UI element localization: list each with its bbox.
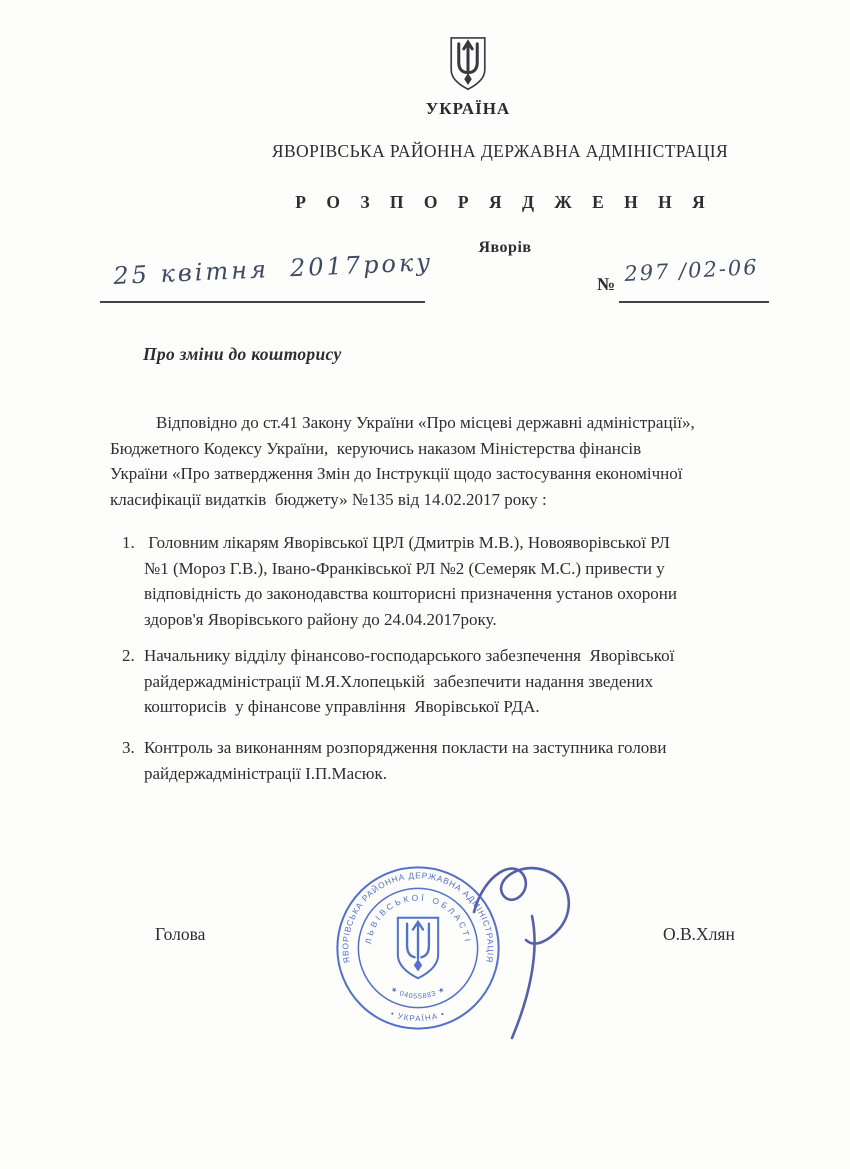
seal-inner-bottom-text: ★ 04055883 ★ (389, 985, 447, 1001)
item-line: Головним лікарям Яворівської ЦРЛ (Дмитрів М.В.), Новояворівської РЛ (144, 533, 670, 552)
intro-line: України «Про затвердження Змін до Інструкції щодо застосування економічної (110, 464, 683, 483)
item-line: здоров'я Яворівського району до 24.04.2017року. (144, 609, 497, 629)
intro-paragraph (110, 410, 695, 512)
seal-trident-icon (398, 918, 438, 978)
date-field (100, 248, 434, 303)
org-name: ЯВОРІВСЬКА РАЙОННА ДЕРЖАВНА АДМІНІСТРАЦІЯ (271, 141, 729, 161)
list-item-2 (122, 643, 674, 720)
item-line: райдержадміністрації М.Я.Хлопецькій забезпечити надання зведених (144, 671, 654, 691)
doc-number-field (597, 255, 772, 302)
intro-line: Відповідно до ст.41 Закону України «Про місцеві державні адміністрації», (156, 413, 695, 432)
item-number: 1. (122, 533, 135, 552)
place-name: Яворів (478, 239, 532, 256)
intro-line: Бюджетного Кодексу України, керуючись наказом Міністерства фінансів (110, 438, 642, 458)
ukraine-emblem-icon (447, 33, 489, 95)
item-number: 2. (122, 646, 135, 665)
intro-line: класифікації видатків бюджету» №135 від 14.02.2017 року : (110, 489, 547, 509)
signer-title: Голова (155, 924, 206, 944)
subject-title: Про зміни до кошторису (143, 344, 342, 364)
item-line: Контроль за виконанням розпорядження покласти на заступника голови (144, 738, 667, 757)
doc-type-title: Р О З П О Р Я Д Ж Е Н Н Я (295, 192, 713, 212)
svg-text:• УКРАЇНА • (389, 1009, 446, 1023)
number-label: № (597, 274, 616, 294)
signature-autograph-icon (458, 850, 603, 1050)
country-caption: УКРАЇНА (425, 99, 511, 118)
signer-name: О.В.Хлян (663, 924, 735, 944)
seal-ring-bottom-text: • УКРАЇНА • (389, 1009, 447, 1024)
list-item-3 (122, 735, 666, 786)
seal-inner-top-text: ЛЬВІВСЬКОЇ ОБЛАСТІ (362, 892, 473, 945)
svg-text:★ 04055883 ★ (389, 985, 447, 1000)
item-number: 3. (122, 738, 135, 757)
seal-ring-top-text: ЯВОРІВСЬКА РАЙОННА ДЕРЖАВНА АДМІНІСТРАЦІЯ (340, 870, 496, 964)
item-line: кошторисів у фінансове управління Яворівської РДА. (144, 697, 540, 716)
handwritten-number: 297 /02-06 (623, 255, 760, 286)
item-line: відповідність до законодавства кошторисні призначення установ охорони (144, 584, 677, 603)
item-line: №1 (Мороз Г.В.), Івано-Франківської РЛ №2 (Семеряк М.С.) привести у (144, 558, 665, 578)
item-line: райдержадміністрації І.П.Масюк. (144, 763, 387, 783)
handwritten-date: 25 квітня 2017року (112, 248, 434, 290)
list-item-1 (122, 530, 677, 632)
item-line: Начальнику відділу фінансово-господарського забезпечення Яворівської (144, 646, 675, 665)
